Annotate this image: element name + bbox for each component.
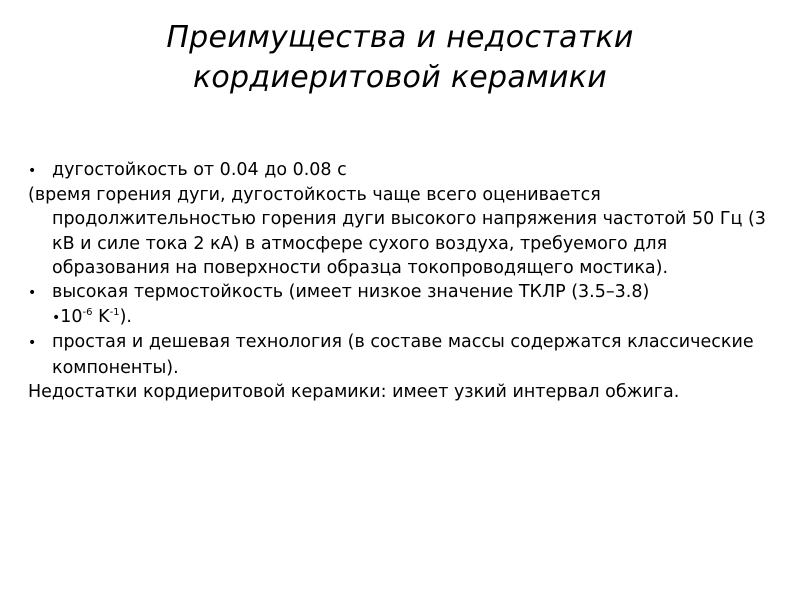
item-end: ). (119, 307, 132, 328)
bullet-icon: • (28, 285, 37, 302)
bullet-icon: • (28, 335, 37, 352)
bullet-item-technology (28, 330, 768, 379)
bullet-text: простая и дешевая технология (в составе массы содержатся классические компоненты). (52, 332, 754, 378)
slide-title (0, 18, 800, 98)
bullet-text: высокая термостойкость (имеет низкое значение ТКЛР (3.5–3.8) (52, 282, 650, 303)
slide-body (28, 158, 768, 404)
bullet-item-arc-resistance (28, 158, 768, 183)
power-base: 10 (60, 307, 83, 328)
bullet-item-thermal-resistance (28, 280, 768, 330)
unit-exponent: -1 (109, 307, 120, 319)
paragraph-disadvantages: Недостатки кордиеритовой керамики: имеет узкий интервал обжига. (28, 381, 680, 402)
title-line-2: кордиеритовой керамики (192, 60, 607, 95)
multiply-dot: • (52, 310, 61, 327)
unit-symbol: K (92, 307, 110, 328)
paragraph-arc-explanation: (время горения дуги, дугостойкость чаще всего оценивается продолжительностью горения дуги высокого напряжения частотой 50 Гц (3 кВ и силе тока 2 кА) в атмосфере сухого воздуха, требуемого для образования на поверхности образца токопроводящего мостика). (28, 185, 766, 278)
bullet-icon: • (28, 163, 37, 179)
title-line-1: Преимущества и недостатки (166, 20, 634, 55)
bullet-text: дугостойкость от 0.04 до 0.08 с (52, 160, 347, 180)
power-exponent: -6 (82, 307, 93, 319)
